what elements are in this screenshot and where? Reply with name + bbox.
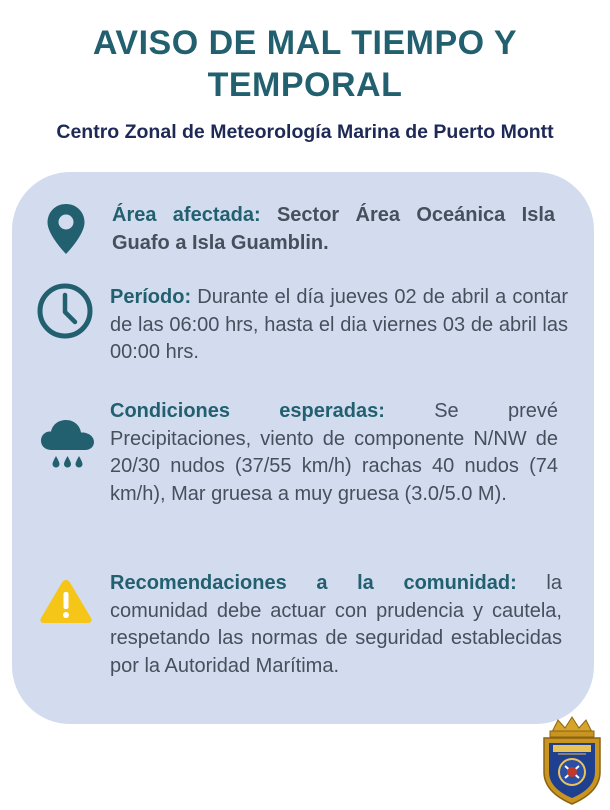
- clock-icon: [36, 282, 94, 340]
- area-label: Área afectada:: [112, 204, 261, 226]
- page-title: AVISO DE MAL TIEMPO Y TEMPORAL: [92, 24, 518, 104]
- recommendations-text: la comunidad debe actuar con prudencia y cautela, respetando las normas de seguridad establecidas por la Autoridad Marítima.: [110, 572, 562, 677]
- area-text: Sector Área Oceánica Isla Guafo a Isla Guamblin.: [112, 204, 555, 254]
- period-text: Durante el día jueves 02 de abril a contar de las 06:00 hrs, hasta el dia viernes 03 de abril las 00:00 hrs.: [110, 286, 568, 363]
- conditions-text: Se prevé Precipitaciones, viento de componente N/NW de 20/30 nudos (37/55 km/h) rachas 40 nudos (74 km/h), Mar gruesa a muy gruesa (3.0/5.0 M).: [110, 400, 558, 505]
- recommendations-label: Recomendaciones a la comunidad:: [110, 572, 517, 594]
- rain-cloud-icon: [39, 418, 97, 474]
- page-subtitle: Centro Zonal de Meteorología Marina de Puerto Montt: [56, 121, 554, 143]
- armada-emblem-icon: [538, 714, 606, 806]
- conditions-label: Condiciones esperadas:: [110, 400, 385, 422]
- warning-icon: [39, 577, 93, 625]
- period-label: Período:: [110, 286, 192, 308]
- location-pin-icon: [46, 203, 86, 255]
